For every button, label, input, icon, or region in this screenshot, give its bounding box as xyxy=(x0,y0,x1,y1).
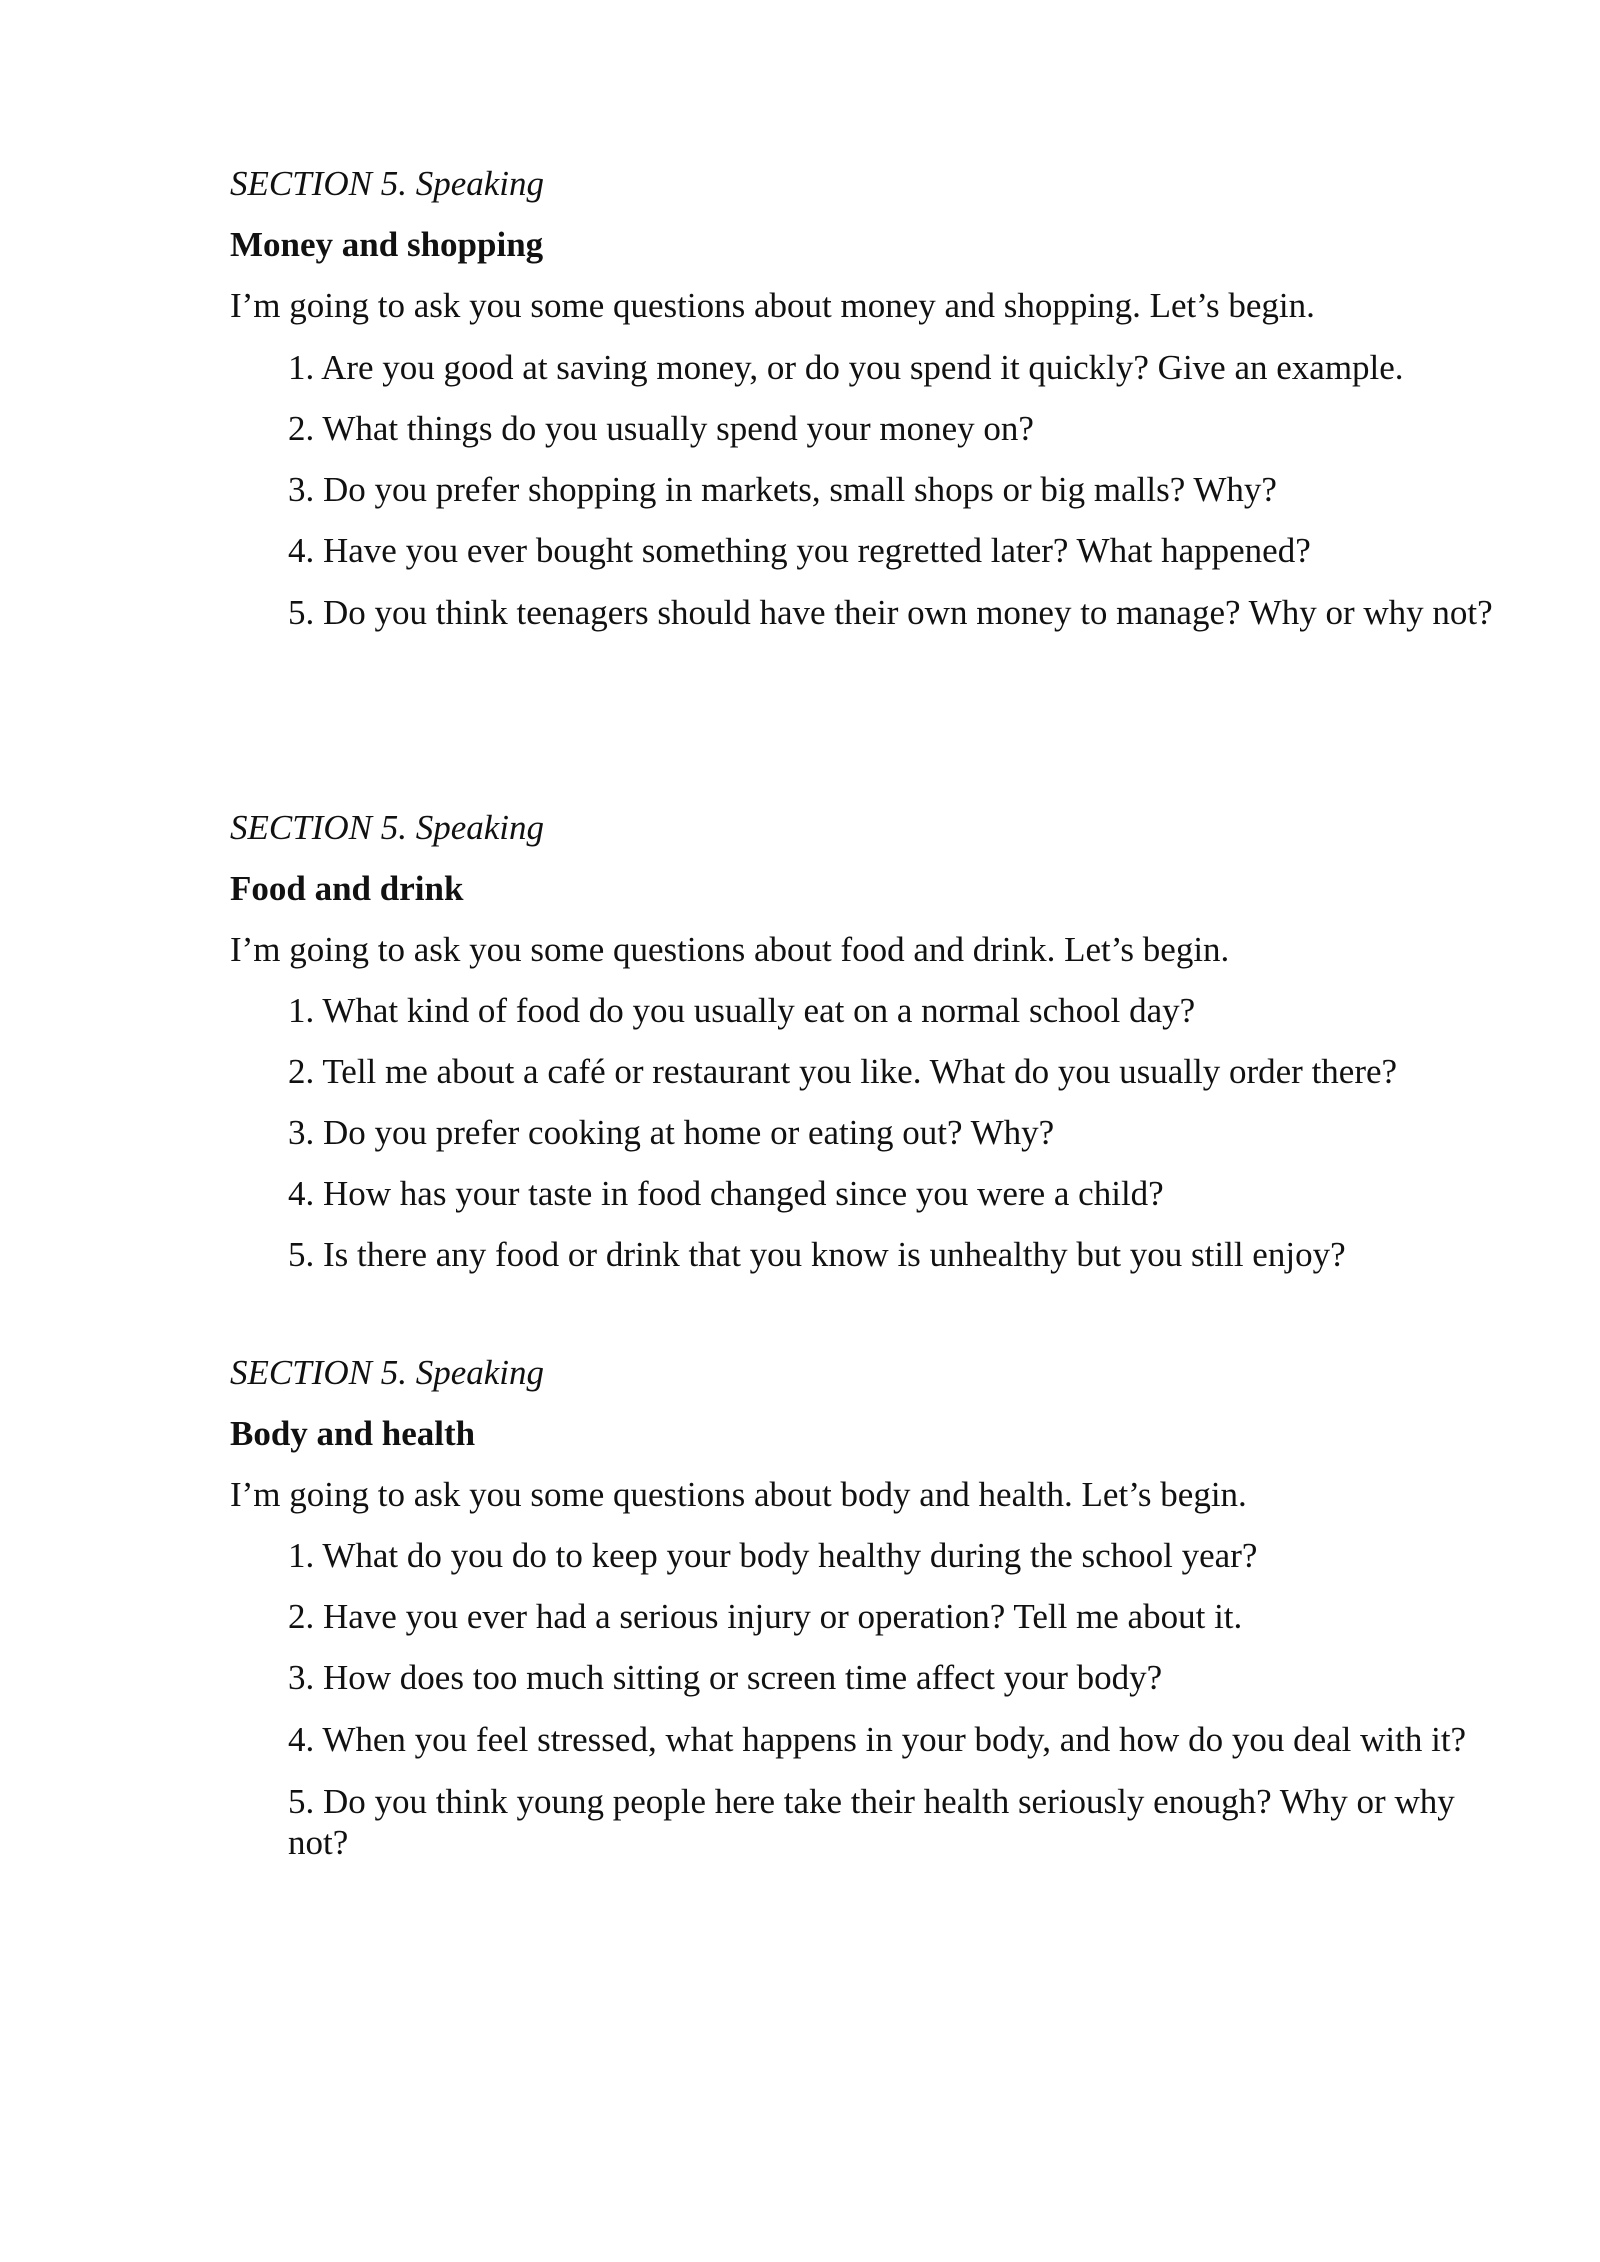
question-item: 3. Do you prefer cooking at home or eating out? Why? xyxy=(288,1113,1055,1152)
question-item: 4. When you feel stressed, what happens in your body, and how do you deal with it? xyxy=(288,1720,1467,1759)
section-label: SECTION 5. Speaking xyxy=(230,1353,545,1392)
question-item: 4. How has your taste in food changed since you were a child? xyxy=(288,1174,1164,1213)
question-item: 2. Tell me about a café or restaurant you like. What do you usually order there? xyxy=(288,1052,1398,1091)
question-list xyxy=(230,991,1520,1275)
question-list xyxy=(230,347,1520,633)
question-item: 2. Have you ever had a serious injury or operation? Tell me about it. xyxy=(288,1597,1243,1636)
topic-title: Body and health xyxy=(230,1414,476,1453)
topic-title: Money and shopping xyxy=(230,225,544,264)
section-food-and-drink xyxy=(230,808,1520,1275)
question-list xyxy=(230,1536,1520,1863)
question-item: 3. Do you prefer shopping in markets, small shops or big malls? Why? xyxy=(288,470,1277,509)
section-money-and-shopping xyxy=(230,164,1520,633)
question-item: 1. What kind of food do you usually eat on a normal school day? xyxy=(288,991,1196,1030)
section-label: SECTION 5. Speaking xyxy=(230,164,545,203)
section-label: SECTION 5. Speaking xyxy=(230,808,545,847)
question-item: 1. What do you do to keep your body healthy during the school year? xyxy=(288,1536,1258,1575)
question-item: 5. Is there any food or drink that you know is unhealthy but you still enjoy? xyxy=(288,1235,1346,1274)
intro-text: I’m going to ask you some questions about body and health. Let’s begin. xyxy=(230,1475,1247,1514)
question-item: 1. Are you good at saving money, or do you spend it quickly? Give an example. xyxy=(288,348,1404,387)
question-item: 2. What things do you usually spend your money on? xyxy=(288,409,1034,448)
question-item: 5. Do you think young people here take their health seriously enough? Why or why not? xyxy=(288,1782,1455,1862)
question-item: 5. Do you think teenagers should have their own money to manage? Why or why not? xyxy=(288,593,1493,632)
question-item: 4. Have you ever bought something you regretted later? What happened? xyxy=(288,531,1311,570)
intro-text: I’m going to ask you some questions about food and drink. Let’s begin. xyxy=(230,930,1230,969)
intro-text: I’m going to ask you some questions about money and shopping. Let’s begin. xyxy=(230,286,1315,325)
section-body-and-health xyxy=(230,1353,1520,1863)
topic-title: Food and drink xyxy=(230,869,464,908)
question-item: 3. How does too much sitting or screen time affect your body? xyxy=(288,1658,1163,1697)
